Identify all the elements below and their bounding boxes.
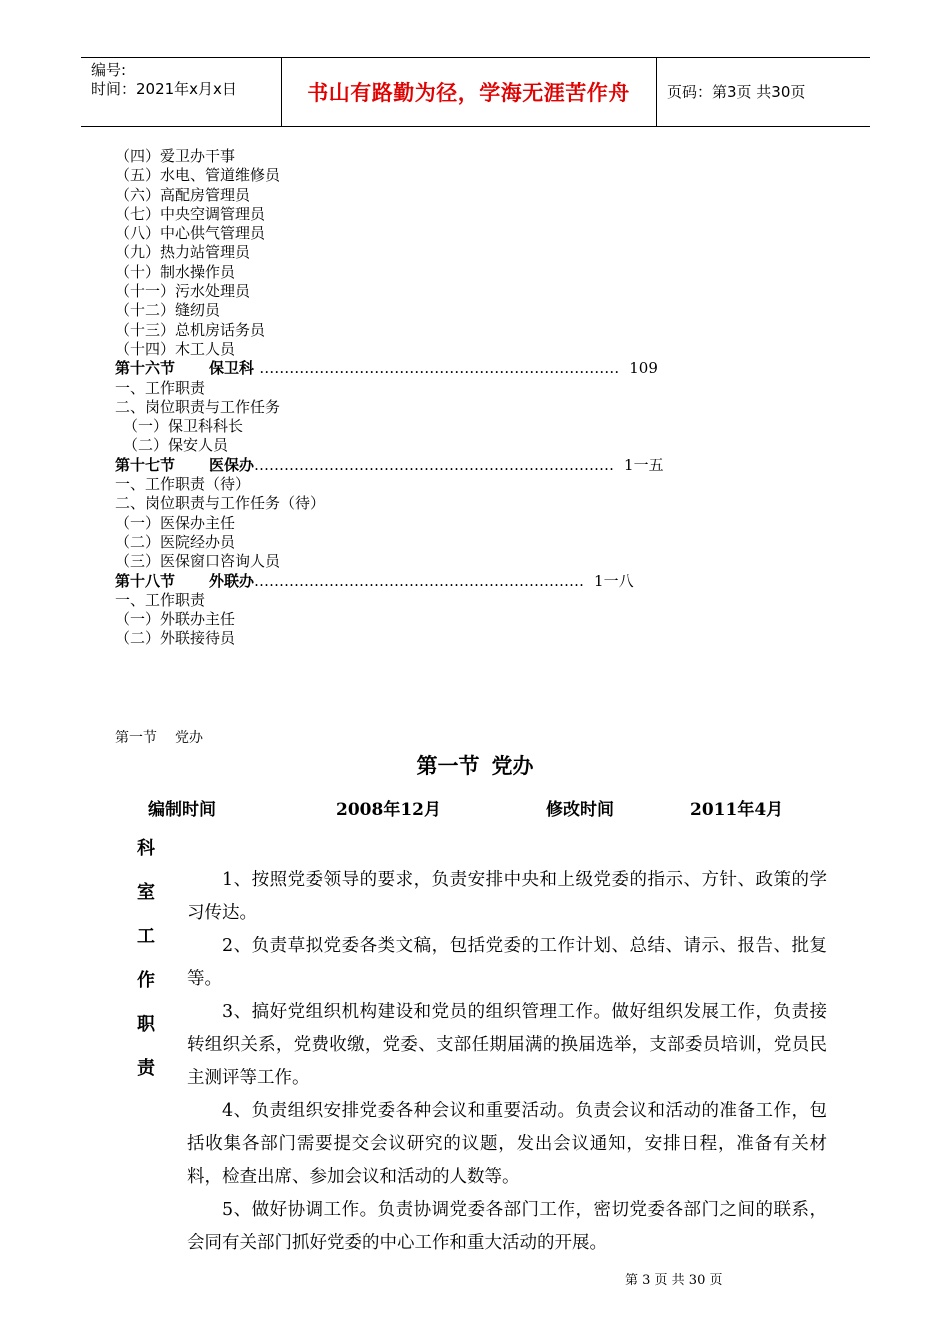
toc-item: （十一）污水处理员 bbox=[115, 282, 251, 301]
toc-item: （十三）总机房话务员 bbox=[115, 320, 266, 339]
side-label-char: 科 bbox=[137, 838, 155, 859]
toc-item: （四）爱卫办干事 bbox=[115, 147, 236, 165]
header-center-cell bbox=[281, 58, 657, 126]
toc-item: （十四）木工人员 bbox=[115, 339, 236, 358]
section-page: 1一五 bbox=[624, 455, 664, 474]
duty-paragraph: 1、按照党委领导的要求，负责安排中央和上级党委的指示、方针、政策的学习传达。 bbox=[187, 870, 827, 923]
duty-paragraph: 3、搞好党组织机构建设和党员的组织管理工作。做好组织发展工作，负责接转组织关系，党费收缴，党委、支部任期届满的换届选举，支部委员培训，党员民主测评等工作。 bbox=[187, 1002, 827, 1088]
page-header bbox=[81, 57, 870, 127]
toc-item: 一、工作职责 bbox=[115, 590, 206, 609]
section-number: 第一节 bbox=[115, 730, 157, 746]
header-motto: 书山有路勤为径，学海无涯苦作舟 bbox=[307, 81, 630, 105]
toc-item: （一）保卫科科长 bbox=[123, 417, 244, 436]
side-label-char: 职 bbox=[137, 1014, 155, 1035]
duty-paragraph: 2、负责草拟党委各类文稿，包括党委的工作计划、总结、请示、报告、批复等。 bbox=[187, 936, 827, 989]
toc-item: （二）保安人员 bbox=[123, 436, 229, 455]
page-info: 页码：第3页 共30页 bbox=[667, 82, 806, 101]
side-label-char: 作 bbox=[137, 970, 155, 991]
number-label: 编号: bbox=[91, 61, 127, 79]
section-number: 第十七节 bbox=[115, 455, 176, 474]
toc-item: （六）高配房管理员 bbox=[115, 185, 251, 204]
section-name: 外联办 bbox=[209, 571, 255, 590]
toc-item: （七）中央空调管理员 bbox=[115, 204, 266, 223]
duty-paragraph: 5、做好协调工作。负责协调党委各部门工作，密切党委各部门之间的联系，会同有关部门抓好党委的中心工作和重大活动的开展。 bbox=[187, 1200, 827, 1253]
compiled-value: 2008年12月 bbox=[336, 800, 441, 820]
duty-paragraph: 4、负责组织安排党委各种会议和重要活动。负责会议和活动的准备工作，包括收集各部门需要提交会议研究的议题，发出会议通知，安排日程，准备有关材料，检查出席、参加会议和活动的人数等。 bbox=[187, 1101, 827, 1187]
time-label: 时间：2021年x月x日 bbox=[91, 80, 237, 98]
side-label-char: 工 bbox=[137, 926, 155, 947]
page-title bbox=[0, 750, 950, 780]
section-page: 109 bbox=[629, 359, 658, 378]
table-of-contents bbox=[115, 147, 815, 649]
duties-body bbox=[187, 864, 827, 1260]
toc-item: （二）医院经办员 bbox=[115, 532, 236, 551]
section-number: 第十八节 bbox=[115, 571, 176, 590]
toc-item: 二、岗位职责与工作任务（待） bbox=[115, 494, 326, 513]
title-number: 第一节 bbox=[416, 753, 480, 778]
toc-item: （十）制水操作员 bbox=[115, 262, 236, 281]
section-name: 医保办 bbox=[209, 455, 255, 474]
toc-item: 一、工作职责 bbox=[115, 378, 206, 397]
toc-item: （三）医保窗口咨询人员 bbox=[115, 552, 281, 571]
side-label-char: 责 bbox=[137, 1058, 155, 1079]
compiled-label: 编制时间 bbox=[148, 800, 216, 820]
section-page: 1一八 bbox=[594, 571, 634, 590]
toc-section-17[interactable] bbox=[115, 456, 815, 475]
leader-dots: ……………………………………………………………… bbox=[254, 455, 615, 474]
section-heading-small bbox=[115, 727, 203, 747]
toc-item: （八）中心供气管理员 bbox=[115, 224, 266, 243]
leader-dots: ……………………………………………………………… bbox=[259, 359, 620, 378]
toc-item: （一）医保办主任 bbox=[115, 513, 236, 532]
toc-item: （一）外联办主任 bbox=[115, 610, 236, 629]
section-name: 党办 bbox=[175, 730, 203, 746]
leader-dots: ………………………………………………………… bbox=[254, 571, 585, 590]
side-label bbox=[137, 837, 161, 1101]
toc-item: （五）水电、管道维修员 bbox=[115, 166, 281, 185]
header-left-cell bbox=[81, 58, 282, 126]
toc-section-18[interactable] bbox=[115, 572, 815, 591]
toc-item: （十二）缝纫员 bbox=[115, 301, 221, 320]
toc-item: （九）热力站管理员 bbox=[115, 243, 251, 262]
modified-value: 2011年4月 bbox=[690, 800, 784, 820]
toc-section-16[interactable] bbox=[115, 359, 815, 378]
toc-item: 二、岗位职责与工作任务 bbox=[115, 397, 281, 416]
page-footer: 第 3 页 共 30 页 bbox=[625, 1273, 723, 1288]
section-number: 第十六节 bbox=[115, 359, 176, 378]
modified-label: 修改时间 bbox=[546, 800, 614, 820]
title-name: 党办 bbox=[491, 753, 534, 778]
side-label-char: 室 bbox=[137, 882, 155, 903]
toc-item: 一、工作职责（待） bbox=[115, 475, 251, 494]
section-name: 保卫科 bbox=[209, 359, 255, 378]
header-right-cell bbox=[657, 58, 870, 126]
toc-item: （二）外联接待员 bbox=[115, 629, 236, 648]
